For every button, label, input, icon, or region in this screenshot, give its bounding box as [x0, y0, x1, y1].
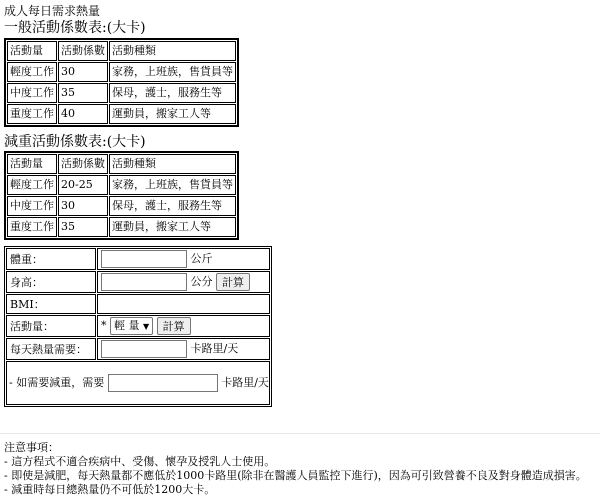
table-cell: 運動員，搬家工人等	[109, 217, 236, 237]
table-cell: 重度工作	[7, 217, 57, 237]
daily-calorie-cell	[97, 338, 270, 360]
header-cell: 活動量	[7, 154, 57, 174]
table-header-row	[7, 154, 236, 174]
table-cell: 保母，護士，服務生等	[109, 83, 236, 103]
table-cell: 家務，上班族，售貨員等	[109, 62, 236, 82]
required-marker: *	[101, 319, 107, 332]
weight-loss-unit: 卡路里/天	[221, 376, 269, 389]
divider	[0, 433, 600, 434]
table-cell: 30	[58, 196, 108, 216]
weight-input[interactable]	[101, 250, 187, 268]
table-cell: 保母，護士，服務生等	[109, 196, 236, 216]
height-input[interactable]	[101, 273, 187, 291]
table-cell: 40	[58, 104, 108, 124]
bmi-calculate-button[interactable]: 計算	[216, 273, 250, 291]
header-cell: 活動量	[7, 41, 57, 61]
chevron-down-icon: ▼	[143, 322, 150, 331]
table-cell: 家務，上班族，售貨員等	[109, 175, 236, 195]
activity-input-cell	[97, 315, 270, 337]
height-row	[6, 271, 270, 293]
general-table-title: 一般活動係數表:(大卡)	[4, 20, 146, 36]
daily-calorie-output[interactable]	[101, 340, 187, 358]
daily-calorie-row	[6, 338, 270, 360]
table-cell: 重度工作	[7, 104, 57, 124]
table-cell: 運動員，搬家工人等	[109, 104, 236, 124]
notes-title: 注意事項：	[4, 441, 59, 454]
activity-row	[6, 315, 270, 337]
weightloss-activity-table	[4, 151, 239, 240]
table-cell: 20-25	[58, 175, 108, 195]
table-cell: 35	[58, 217, 108, 237]
activity-label: 活動量：	[6, 315, 96, 337]
daily-calorie-label: 每天熱量需要：	[6, 338, 96, 360]
table-cell: 30	[58, 62, 108, 82]
weight-row	[6, 248, 270, 270]
weight-input-cell	[97, 248, 270, 270]
header-cell: 活動種類	[109, 41, 236, 61]
calorie-calculate-button[interactable]: 計算	[157, 317, 191, 335]
table-cell: 35	[58, 83, 108, 103]
header-cell: 活動種類	[109, 154, 236, 174]
table-row	[7, 62, 236, 82]
weight-loss-row	[6, 361, 270, 405]
weight-loss-cell	[6, 361, 270, 405]
page-caption: 成人每日需求熱量	[4, 4, 101, 18]
weight-loss-label: - 如需要減重，需要	[9, 376, 105, 389]
header-cell: 活動係數	[58, 41, 108, 61]
height-label: 身高：	[6, 271, 96, 293]
weight-loss-output[interactable]	[108, 374, 218, 392]
table-row	[7, 83, 236, 103]
activity-level-select[interactable]	[110, 317, 153, 335]
table-row	[7, 175, 236, 195]
table-header-row	[7, 41, 236, 61]
daily-calorie-unit: 卡路里/天	[190, 342, 239, 355]
weightloss-table-title: 減重活動係數表:(大卡)	[4, 134, 146, 150]
note-item: - 這方程式不適合疾病中、受傷、懷孕及授乳人士使用。	[4, 455, 276, 468]
weight-label: 體重：	[6, 248, 96, 270]
table-cell: 中度工作	[7, 83, 57, 103]
calorie-calculator-form	[4, 246, 272, 407]
height-unit: 公分	[190, 275, 213, 288]
bmi-row	[6, 294, 270, 314]
table-cell: 輕度工作	[7, 175, 57, 195]
header-cell: 活動係數	[58, 154, 108, 174]
table-row	[7, 104, 236, 124]
table-row	[7, 217, 236, 237]
notes-section	[4, 441, 587, 497]
general-activity-table	[4, 38, 239, 127]
table-row	[7, 196, 236, 216]
note-item: - 即使是減肥，每天熱量都不應低於1000卡路里(除非在醫護人員監控下進行)，因為可引致營養不良及對身體造成損害。	[4, 469, 587, 482]
bmi-value	[97, 294, 270, 314]
table-cell: 輕度工作	[7, 62, 57, 82]
activity-level-value: 輕 量	[114, 319, 140, 332]
weight-unit: 公斤	[190, 252, 213, 265]
table-cell: 中度工作	[7, 196, 57, 216]
bmi-label: BMI：	[6, 294, 96, 314]
note-item: - 減重時每日總熱量仍不可低於1200大卡。	[4, 483, 216, 496]
height-input-cell	[97, 271, 270, 293]
